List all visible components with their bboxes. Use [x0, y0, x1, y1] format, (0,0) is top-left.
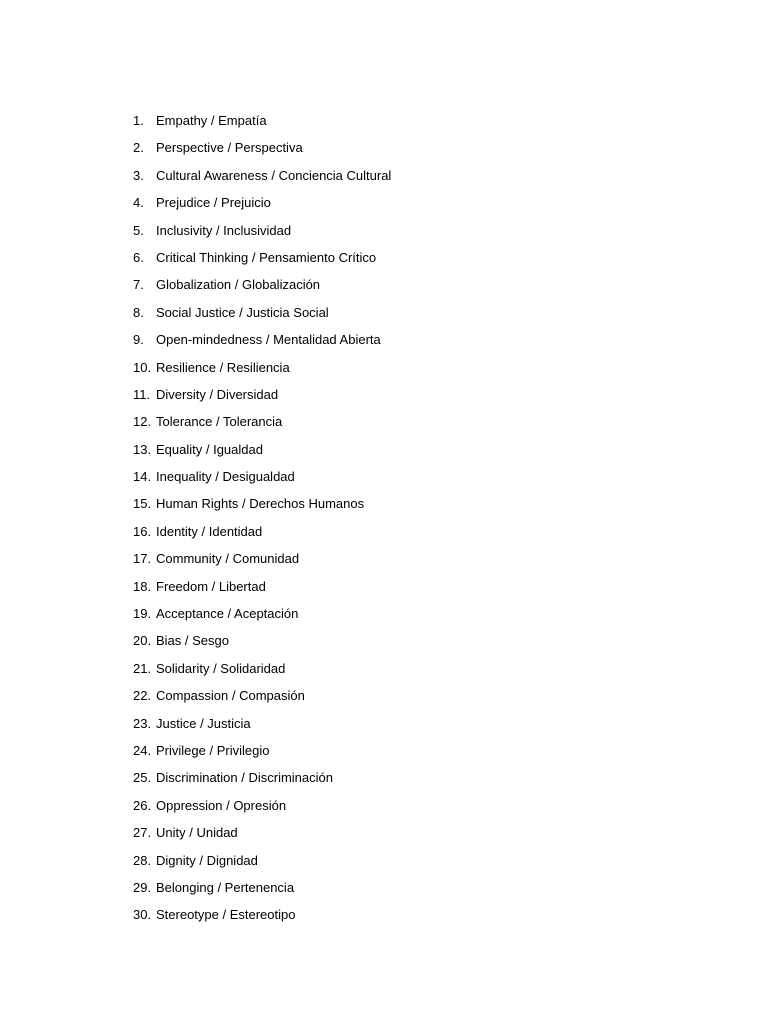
- list-item-text: Compassion / Compasión: [156, 688, 305, 704]
- list-item: [128, 577, 266, 604]
- list-item-number: 10.: [133, 359, 152, 375]
- list-item-text: Dignity / Dignidad: [156, 852, 258, 868]
- list-item: [128, 659, 286, 686]
- list-item-text: Stereotype / Estereotipo: [156, 907, 296, 923]
- list-item-text: Human Rights / Derechos Humanos: [156, 496, 365, 512]
- list-item: [128, 221, 292, 248]
- list-item: [128, 412, 283, 439]
- list-item-text: Discrimination / Discriminación: [156, 770, 333, 786]
- list-item: [128, 303, 329, 330]
- list-item-text: Diversity / Diversidad: [156, 386, 279, 402]
- list-item-text: Perspective / Perspectiva: [156, 140, 303, 156]
- list-item-number: 11.: [133, 386, 151, 402]
- list-item-text: Oppression / Opresión: [156, 797, 287, 813]
- list-item: [128, 522, 263, 549]
- list-item: [128, 604, 299, 631]
- list-item: [128, 494, 365, 521]
- list-item: [128, 467, 295, 494]
- list-item-number: 25.: [133, 770, 152, 786]
- list-item-text: Belonging / Pertenencia: [156, 879, 295, 895]
- list-item-number: 21.: [133, 660, 152, 676]
- list-item: [128, 796, 287, 823]
- list-item-number: 1.: [133, 113, 144, 128]
- list-item: [128, 440, 263, 467]
- list-item: [128, 385, 279, 412]
- list-item-number: 27.: [133, 825, 152, 841]
- list-item-text: Resilience / Resiliencia: [156, 359, 290, 375]
- term-list: [128, 111, 392, 933]
- list-item-number: 14.: [133, 469, 152, 485]
- list-item-number: 19.: [133, 606, 152, 622]
- list-item-text: Equality / Igualdad: [156, 441, 263, 457]
- list-item-text: Acceptance / Aceptación: [156, 606, 299, 622]
- list-item-number: 13.: [133, 441, 152, 457]
- list-item: [128, 330, 381, 357]
- list-item-text: Inequality / Desigualdad: [156, 469, 295, 485]
- list-item: [128, 768, 333, 795]
- list-item: [128, 851, 258, 878]
- list-item-number: 2.: [133, 140, 144, 156]
- list-item: [128, 741, 270, 768]
- list-item-text: Inclusivity / Inclusividad: [156, 222, 292, 238]
- list-item-text: Tolerance / Tolerancia: [156, 414, 283, 430]
- list-item-number: 22.: [133, 688, 152, 704]
- list-item-number: 24.: [133, 742, 152, 758]
- list-item-number: 6.: [133, 249, 144, 265]
- list-item-number: 9.: [133, 332, 144, 348]
- list-item-number: 7.: [133, 277, 144, 293]
- list-item-text: Identity / Identidad: [156, 523, 263, 539]
- list-item: [128, 166, 392, 193]
- list-item-number: 26.: [133, 797, 152, 813]
- list-item: [128, 905, 296, 932]
- list-item-number: 15.: [133, 496, 152, 512]
- list-item-text: Social Justice / Justicia Social: [156, 304, 329, 320]
- list-item-number: 8.: [133, 304, 144, 320]
- list-item: [128, 686, 305, 713]
- list-item-number: 23.: [133, 715, 152, 731]
- list-item-text: Globalization / Globalización: [156, 277, 321, 293]
- list-item: [128, 275, 321, 302]
- list-item-number: 17.: [133, 551, 152, 567]
- list-item-number: 5.: [133, 222, 144, 238]
- list-item-text: Freedom / Libertad: [156, 578, 266, 594]
- list-item: [128, 248, 377, 275]
- list-item-text: Privilege / Privilegio: [156, 742, 270, 758]
- list-item: [128, 714, 251, 741]
- list-item-text: Unity / Unidad: [156, 825, 238, 841]
- list-item-number: 18.: [133, 578, 152, 594]
- list-item-number: 4.: [133, 195, 144, 211]
- list-item-text: Justice / Justicia: [156, 715, 251, 731]
- list-item: [128, 631, 229, 658]
- list-item: [128, 549, 300, 576]
- list-item-text: Cultural Awareness / Conciencia Cultural: [156, 167, 392, 183]
- list-item-number: 29.: [133, 879, 152, 895]
- list-item-text: Solidarity / Solidaridad: [156, 660, 286, 676]
- list-item-number: 12.: [133, 414, 152, 430]
- list-item-text: Critical Thinking / Pensamiento Crítico: [156, 249, 377, 265]
- list-item-number: 20.: [133, 633, 152, 649]
- list-item-number: 28.: [133, 852, 152, 868]
- list-item: [128, 358, 290, 385]
- list-item-text: Open-mindedness / Mentalidad Abierta: [156, 332, 381, 348]
- list-item-text: Empathy / Empatía: [156, 113, 267, 128]
- list-item: [128, 878, 295, 905]
- list-item: [128, 193, 271, 220]
- list-item: [128, 823, 238, 850]
- list-item-text: Bias / Sesgo: [156, 633, 229, 649]
- list-item-text: Community / Comunidad: [156, 551, 300, 567]
- list-item-number: 3.: [133, 167, 144, 183]
- list-item-text: Prejudice / Prejuicio: [156, 195, 271, 211]
- list-item-number: 16.: [133, 523, 152, 539]
- list-item: [128, 138, 303, 165]
- list-item-number: 30.: [133, 907, 152, 923]
- list-item: [128, 111, 267, 138]
